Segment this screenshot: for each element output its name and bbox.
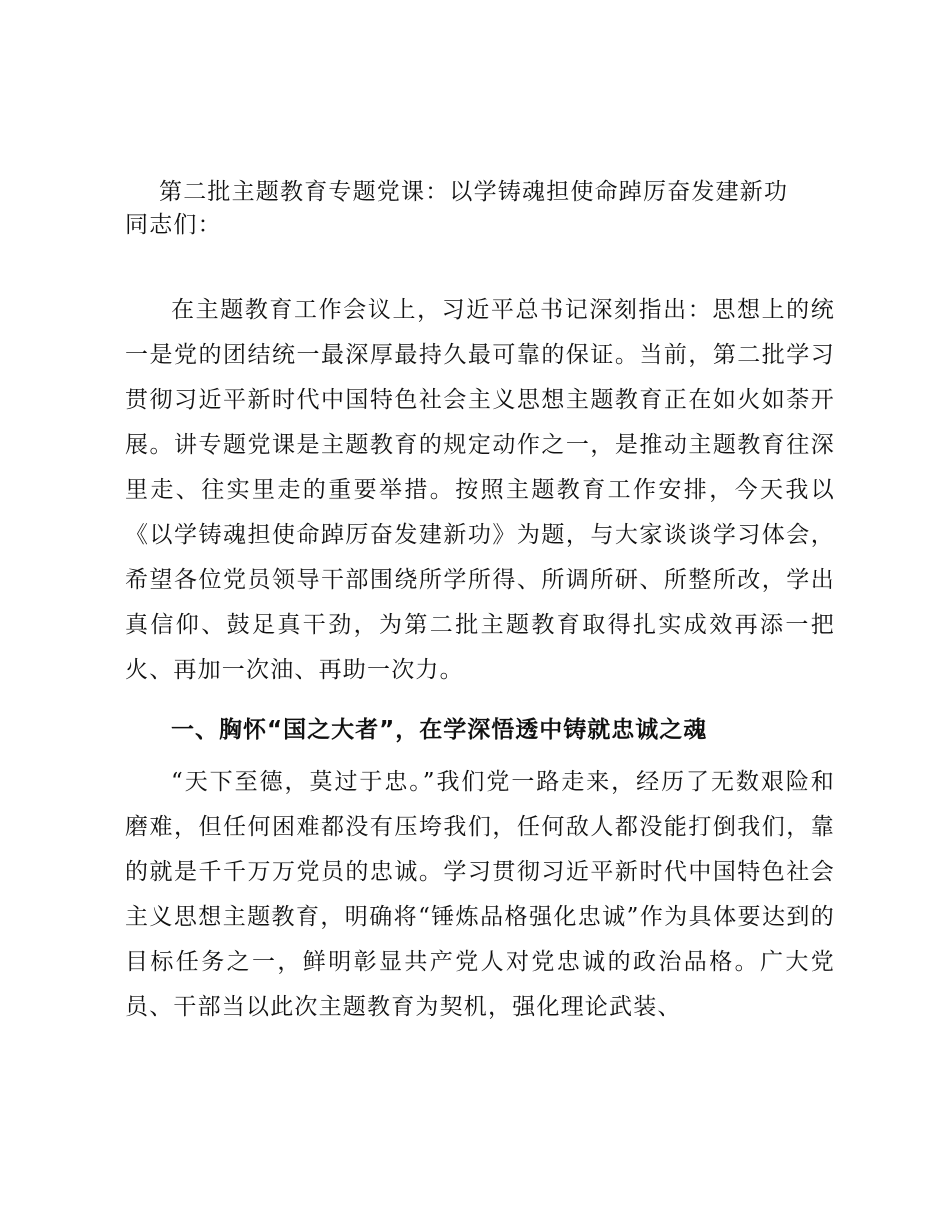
paragraph-intro: 在主题教育工作会议上，习近平总书记深刻指出：思想上的统一是党的团结统一最深厚最持久最可靠的保证。当前，第二批学习贯彻习近平新时代中国特色社会主义思想主题教育正在如火如荼开展。讲专题党课是主题教育的规定动作之一，是推动主题教育往深里走、往实里走的重要举措。按照主题教育工作安排，今天我以《以学铸魂担使命踔厉奋发建新功》为题，与大家谈谈学习体会，希望各位党员领导干部围绕所学所得、所调所研、所整所改，学出真信仰、鼓足真干劲，为第二批主题教育取得扎实成效再添一把火、再加一次油、再助一次力。 xyxy=(125,297,835,683)
greeting: 同志们： xyxy=(125,212,222,238)
paragraph-loyalty: “天下至德，莫过于忠。”我们党一路走来，经历了无数艰险和磨难，但任何困难都没有压垮我们，任何敌人都没能打倒我们，靠的就是千千万万党员的忠诚。学习贯彻习近平新时代中国特色社会主义思想主题教育，明确将“锤炼品格强化忠诚”作为具体要达到的目标任务之一，鲜明彰显共产党人对党忠诚的政治品格。广大党员、干部当以此次主题教育为契机，强化理论武装、 xyxy=(125,769,835,1020)
section-heading-1: 一、胸怀“国之大者”，在学深悟透中铸就忠诚之魂 xyxy=(171,717,708,743)
document-title: 第二批主题教育专题党课：以学铸魂担使命踔厉奋发建新功 xyxy=(159,179,789,205)
